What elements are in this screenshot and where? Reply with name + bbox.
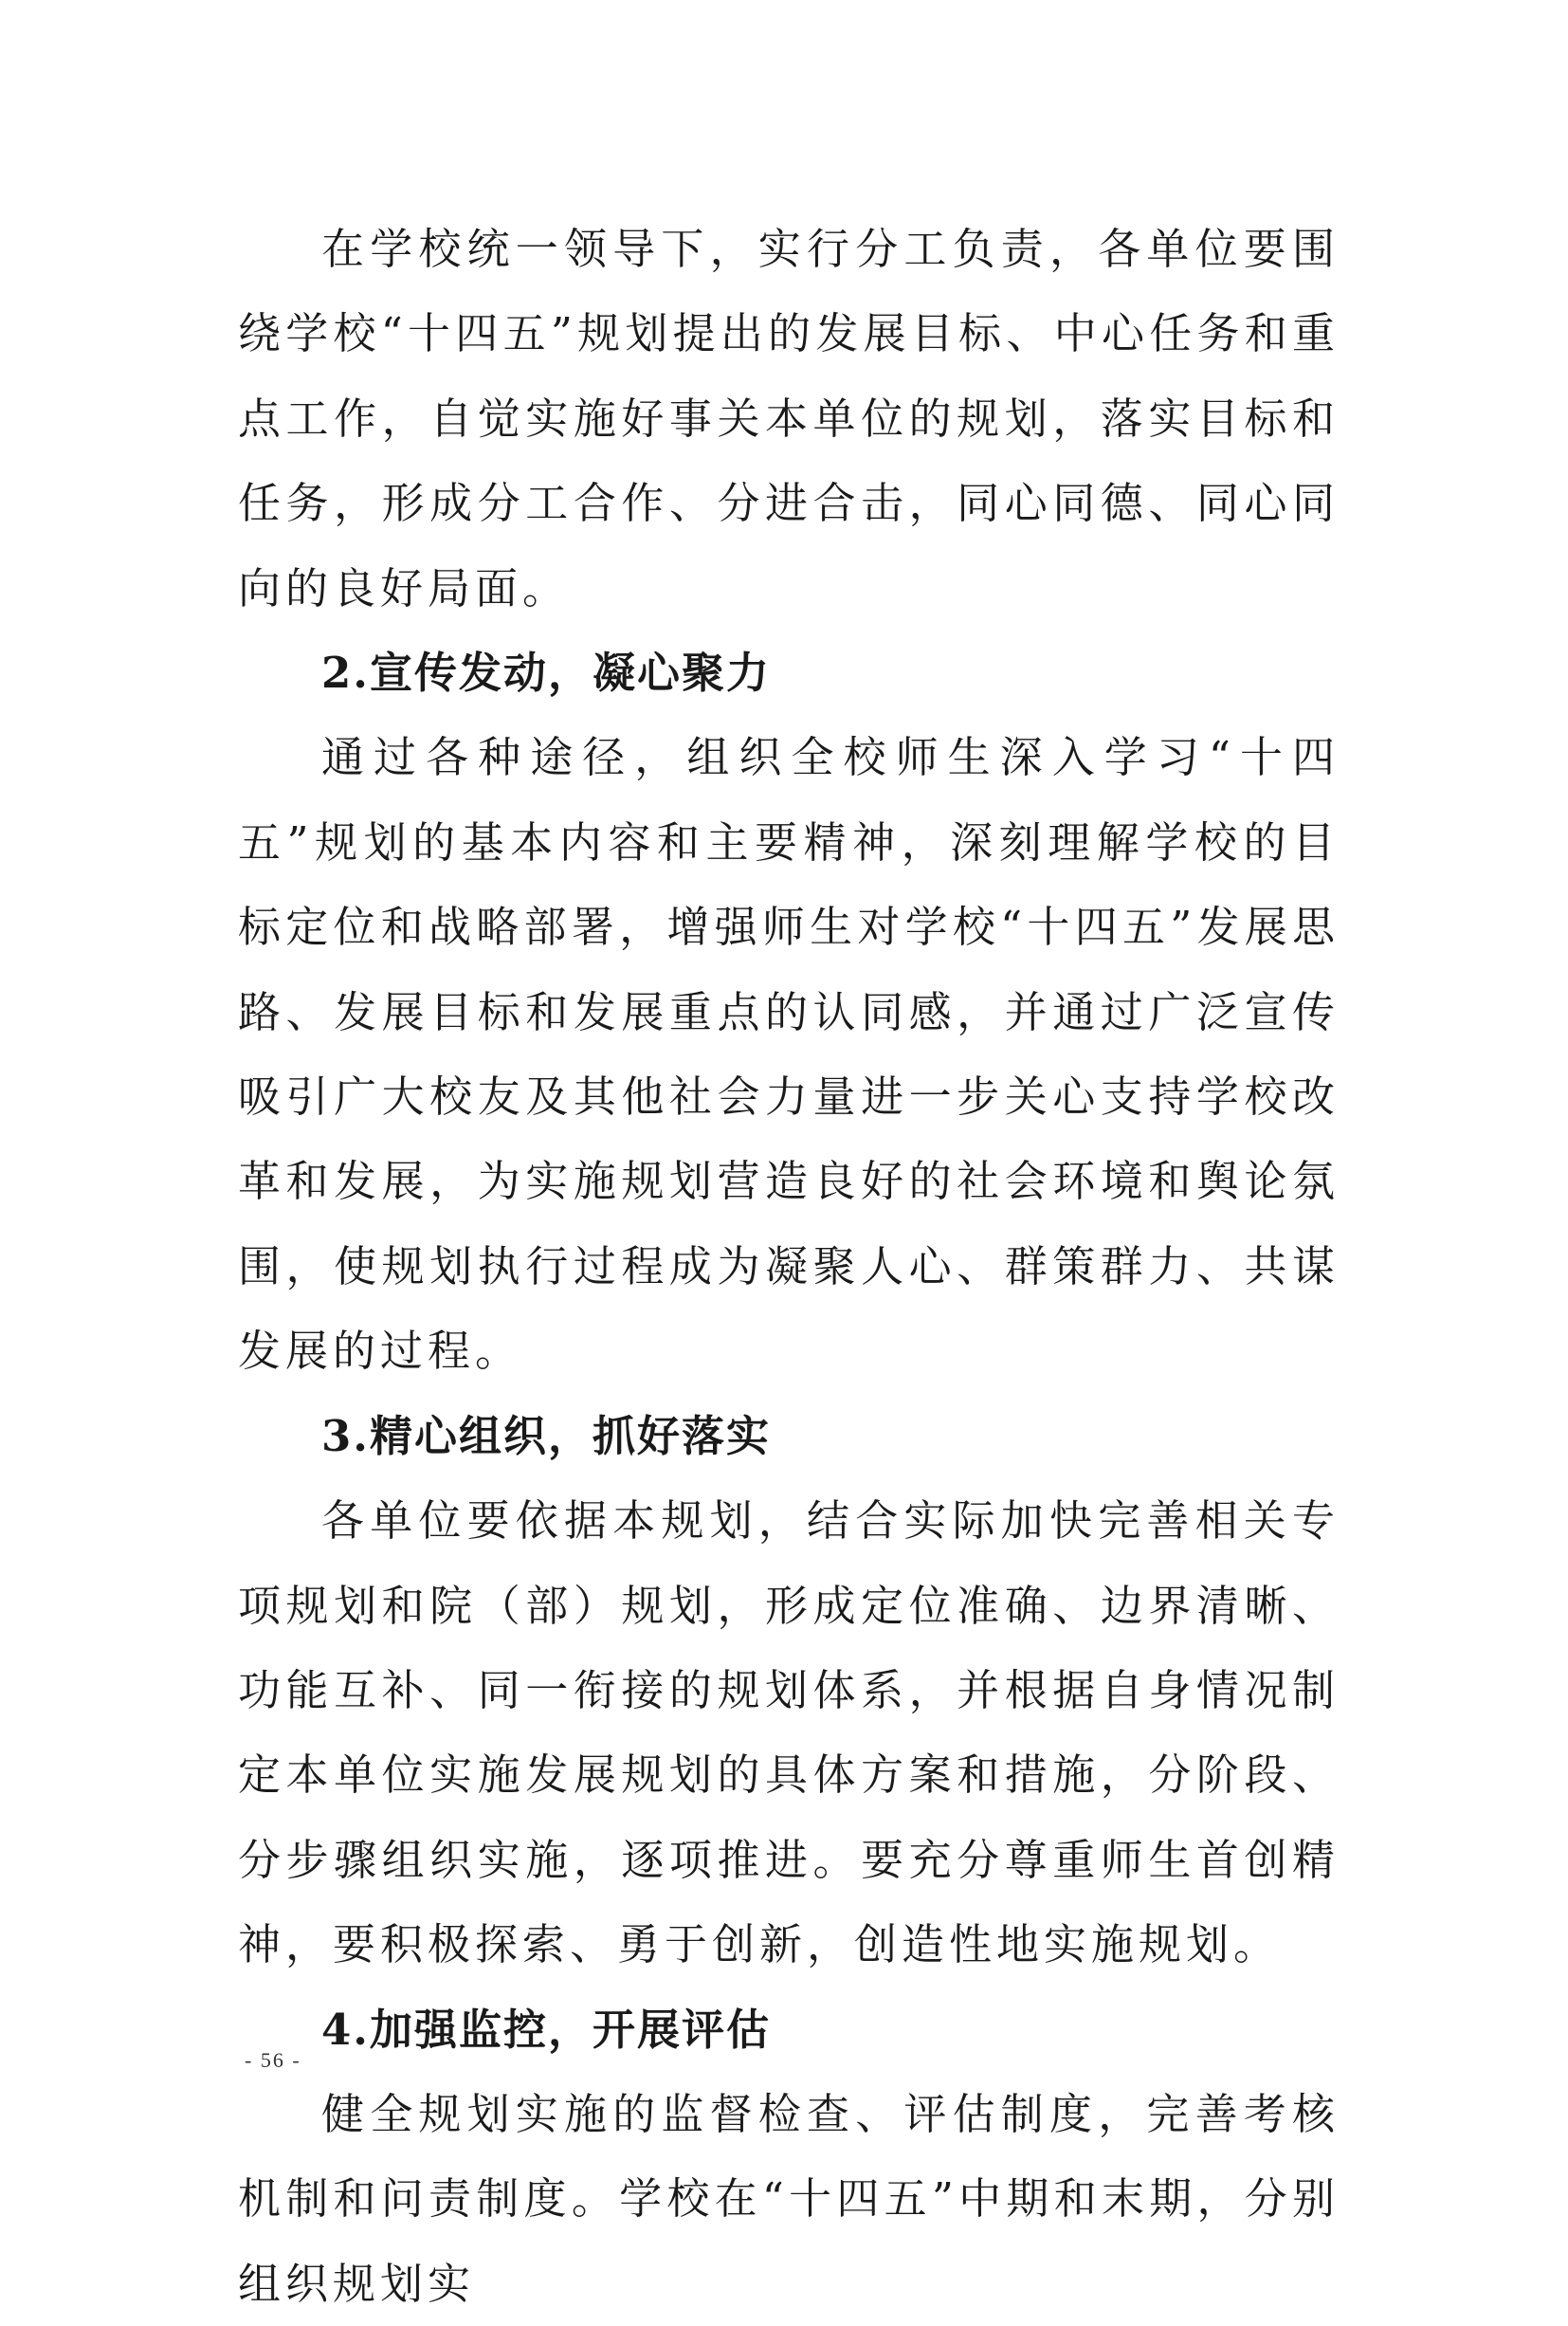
- paragraph-unit-responsibility: 在学校统一领导下，实行分工负责，各单位要围绕学校“十四五”规划提出的发展目标、中心任务和重点工作，自觉实施好事关本单位的规划，落实目标和任务，形成分工合作、分进合击，同心同德、同心同向的良好局面。: [238, 224, 1340, 614]
- paragraph-organization: 各单位要依据本规划，结合实际加快完善相关专项规划和院（部）规划，形成定位准确、边界清晰、功能互补、同一衔接的规划体系，并根据自身情况制定本单位实施发展规划的具体方案和措施，分阶段、分步骤组织实施，逐项推进。要充分尊重师生首创精神，要积极探索、勇于创新，创造性地实施规划。: [238, 1495, 1340, 1970]
- document-body: [238, 207, 1340, 2326]
- paragraph-monitoring: 健全规划实施的监督检查、评估制度，完善考核机制和问责制度。学校在“十四五”中期和末期，分别组织规划实: [238, 2088, 1340, 2309]
- page-number: - 56 -: [245, 2048, 301, 2072]
- paragraph-publicity: 通过各种途径，组织全校师生深入学习“十四五”规划的基本内容和主要精神，深刻理解学校的目标定位和战略部署，增强师生对学校“十四五”发展思路、发展目标和发展重点的认同感，并通过广泛宣传吸引广大校友及其他社会力量进一步关心支持学校改革和发展，为实施规划营造良好的社会环境和舆论氛围，使规划执行过程成为凝聚人心、群策群力、共谋发展的过程。: [238, 732, 1340, 1377]
- section-heading-monitoring: 4.加强监控，开展评估: [321, 2004, 771, 2055]
- section-heading-publicity: 2.宣传发动，凝心聚力: [321, 648, 771, 699]
- section-heading-organization: 3.精心组织，抓好落实: [321, 1410, 771, 1461]
